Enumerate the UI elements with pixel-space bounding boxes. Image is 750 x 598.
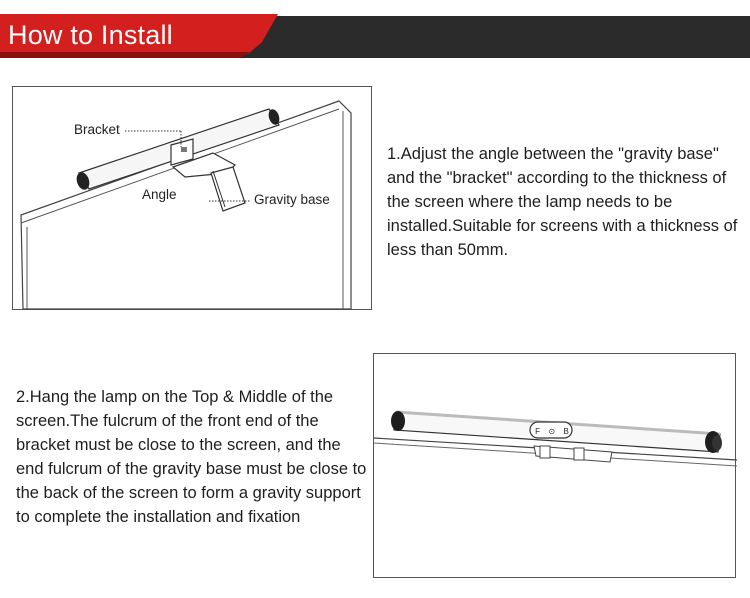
header-red-shadow (0, 52, 250, 58)
bracket-label: Bracket (74, 122, 120, 137)
front-light-label: F (535, 426, 541, 436)
back-light-label: B (563, 426, 569, 436)
angle-label: Angle (142, 187, 177, 202)
diagram-hang-lamp (373, 353, 736, 578)
bracket-hook (534, 446, 612, 462)
gravity-base-label: Gravity base (254, 192, 330, 207)
step-1-description: 1.Adjust the angle between the "gravity base" and the "bracket" according to the thickness of the screen where the lamp needs to be installed.Suitable for screens with a thickness of less than 50mm. (387, 145, 738, 259)
page-title: How to Install (8, 20, 173, 50)
step-2-description: 2.Hang the lamp on the Top & Middle of the screen.The fulcrum of the front end of the bracket must be close to the screen, and the end fulcrum of the gravity base must be close to the back of the screen to form a gravity support to complete the installation and fixation (16, 388, 367, 526)
power-icon: ⊙ (548, 426, 556, 436)
header-dark-band (236, 16, 750, 58)
lamp-on-screen-illustration (374, 354, 737, 579)
touch-control-labels (531, 423, 573, 439)
diagram-bracket-angle (12, 86, 372, 310)
